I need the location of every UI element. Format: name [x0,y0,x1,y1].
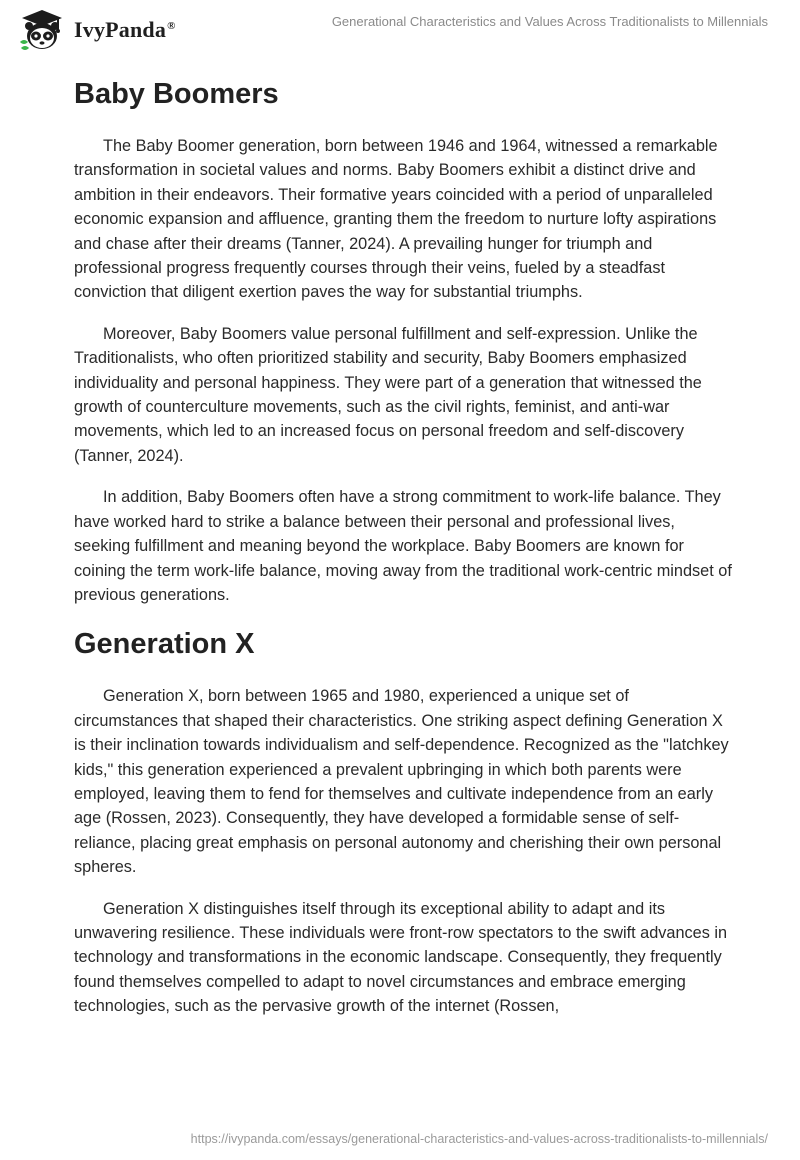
brand-name-text: IvyPanda [74,17,167,42]
page-header [0,0,800,60]
registered-mark: ® [167,19,176,32]
paragraph: Generation X distinguishes itself through its exceptional ability to adapt and its unwavering resilience. These individuals were front-row spectators to the swift advances in technology and transformations in the economic landscape. Consequently, they frequently found themselves compelled to adapt to novel circumstances and embrace emerging technologies, such as the pervasive growth of the internet (Rossen, [74,899,728,1016]
paragraph: Moreover, Baby Boomers value personal fulfillment and self-expression. Unlike the Traditionalists, who often prioritized stability and security, Baby Boomers emphasized individuality and personal happiness. They were part of a generation that witnessed the growth of counterculture movements, such as the civil rights, feminist, and anti-war movements, which led to an increased focus on personal freedom and self-discovery (Tanner, 2024). [74,324,702,465]
paragraph: Generation X, born between 1965 and 1980, experienced a unique set of circumstances that shaped their characteristics. One striking aspect defining Generation X is their inclination towards individualism and self-dependence. Recognized as the "latchkey kids," this generation experienced a prevalent upbringing in which both parents were employed, leaving them to fend for themselves and cultivate independence from an early age (Rossen, 2023). Consequently, they have developed a formidable sense of self-reliance, placing great emphasis on personal autonomy and cherishing their own personal spheres. [74,687,729,877]
section-heading-generation-x: Generation X [74,628,255,661]
paragraph: The Baby Boomer generation, born between 1946 and 1964, witnessed a remarkable transformation in societal values and norms. Baby Boomers exhibit a distinct drive and ambition in their endeavors. Their formative years coincided with a period of unparalleled economic expansion and affluence, granting them the freedom to nurture lofty aspirations and chase after their dreams (Tanner, 2024). A prevailing hunger for triumph and professional progress frequently courses through their veins, fueled by a steadfast conviction that diligent exertion paves the way for substantial triumphs. [74,137,718,302]
panda-graduate-icon [16,8,68,52]
document-title: Generational Characteristics and Values Across Traditionalists to Millennials [331,14,768,29]
source-url-link[interactable]: https://ivypanda.com/essays/generational-characteristics-and-values-across-traditionalists-to-millennials/ [190,1132,768,1146]
section-heading-baby-boomers: Baby Boomers [74,78,279,110]
brand-name [74,17,176,43]
paragraph: In addition, Baby Boomers often have a strong commitment to work-life balance. They have worked hard to strike a balance between their personal and professional lives, seeking fulfillment and meaning beyond the workplace. Baby Boomers are known for coining the term work-life balance, moving away from the traditional work-centric mindset of previous generations. [74,488,732,604]
ivypanda-logo[interactable] [16,8,176,52]
essay-body [74,72,734,1036]
